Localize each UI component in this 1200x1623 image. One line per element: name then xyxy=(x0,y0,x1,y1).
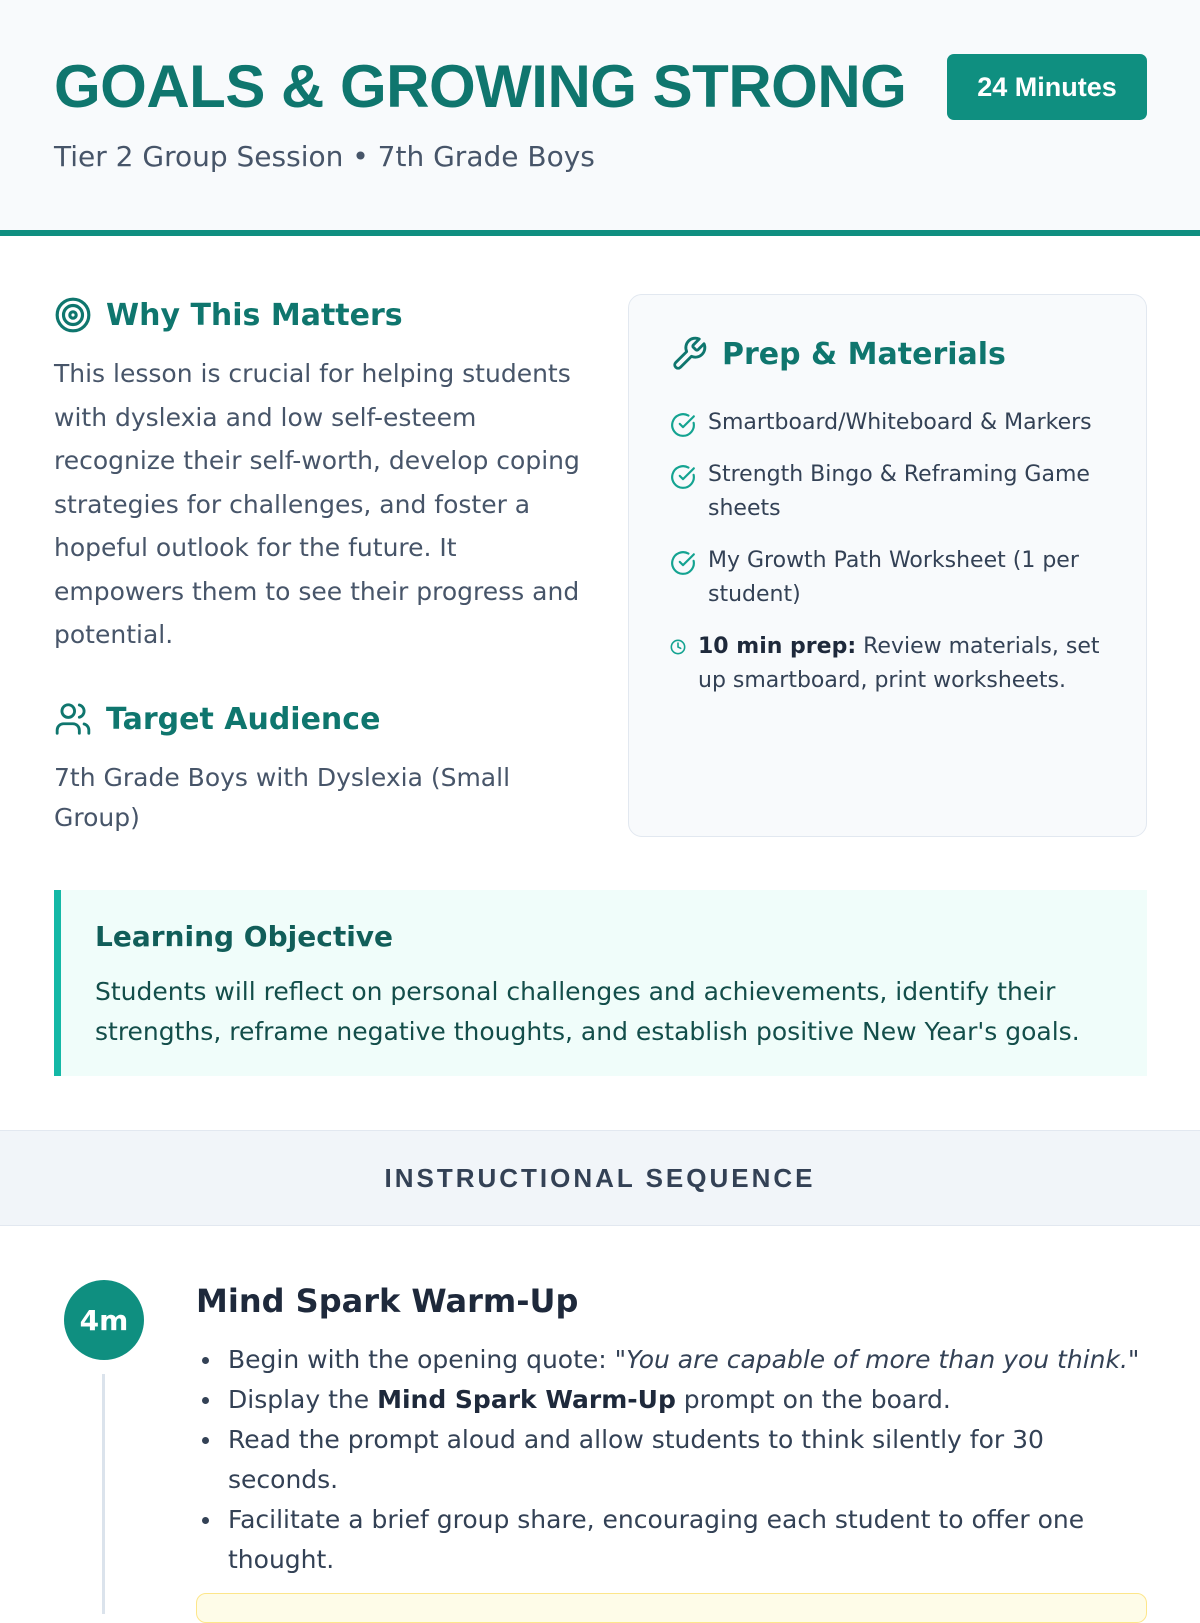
wrench-icon xyxy=(670,335,708,373)
material-text: My Growth Path Worksheet (1 per student) xyxy=(708,548,1079,607)
instructional-sequence-heading: INSTRUCTIONAL SEQUENCE xyxy=(384,1162,816,1193)
step-instruction xyxy=(196,1340,1156,1380)
step-instruction: Facilitate a brief group share, encouraging each student to offer one thought. xyxy=(196,1500,1156,1580)
materials-list-item xyxy=(670,544,1120,612)
prep-materials-heading xyxy=(670,335,1006,373)
check-circle-icon xyxy=(670,412,698,438)
audience-heading-text: Target Audience xyxy=(106,701,381,737)
duration-badge: 24 Minutes xyxy=(947,54,1147,120)
instruction-emphasis: Mind Spark Warm-Up xyxy=(377,1385,676,1414)
step-instruction: Read the prompt aloud and allow students to think silently for 30 seconds. xyxy=(196,1420,1156,1500)
learning-objective-text: Students will reflect on personal challenges and achievements, identify their strengths, reframe negative thoughts, and establish positive New Year's goals. xyxy=(95,977,1080,1046)
material-text: Smartboard/Whiteboard & Markers xyxy=(708,410,1092,435)
materials-list-item xyxy=(670,458,1120,526)
target-audience-heading xyxy=(54,700,380,738)
materials-list-item xyxy=(670,406,1120,440)
check-circle-icon xyxy=(670,550,698,576)
target-audience-text: 7th Grade Boys with Dyslexia (Small Group) xyxy=(54,763,511,832)
step-tip-box xyxy=(196,1593,1147,1623)
opening-quote: "You are capable of more than you think." xyxy=(614,1345,1140,1374)
learning-objective-box xyxy=(54,890,1147,1076)
step-duration-badge: 4m xyxy=(64,1280,144,1360)
prep-materials-card xyxy=(628,294,1147,837)
page-header xyxy=(0,0,1200,236)
step-instructions-list xyxy=(196,1340,1156,1580)
instruction-text: Display the xyxy=(228,1385,378,1414)
prep-time-text xyxy=(698,630,1120,698)
why-heading-text: Why This Matters xyxy=(106,297,403,333)
step-title: Mind Spark Warm-Up xyxy=(196,1282,579,1320)
prep-time-item xyxy=(670,630,1120,698)
why-this-matters-heading xyxy=(54,296,403,334)
prep-heading-text: Prep & Materials xyxy=(722,336,1006,372)
page-subtitle: Tier 2 Group Session • 7th Grade Boys xyxy=(54,140,595,173)
why-this-matters-text: This lesson is crucial for helping students with dyslexia and low self-esteem recognize their self-worth, develop coping strategies for challenges, and foster a hopeful outlook for the future. It empowers them to see their progress and potential. xyxy=(54,359,580,649)
instruction-text: Begin with the opening quote: xyxy=(228,1345,615,1374)
page-title: GOALS & GROWING STRONG xyxy=(54,53,907,120)
users-icon xyxy=(54,700,92,738)
material-text: Strength Bingo & Reframing Game sheets xyxy=(708,462,1090,521)
clock-icon xyxy=(670,639,690,655)
check-circle-icon xyxy=(670,464,698,490)
learning-objective-heading: Learning Objective xyxy=(95,920,394,953)
prep-time-detail: Review materials, set up smartboard, print worksheets. xyxy=(698,634,1100,693)
prep-time-label: 10 min prep: xyxy=(698,634,857,659)
timeline-connector xyxy=(102,1374,105,1614)
instructional-sequence-bar xyxy=(0,1130,1200,1226)
target-icon xyxy=(54,296,92,334)
materials-list xyxy=(670,406,1120,716)
instruction-text: prompt on the board. xyxy=(675,1385,951,1414)
step-instruction xyxy=(196,1380,1156,1420)
